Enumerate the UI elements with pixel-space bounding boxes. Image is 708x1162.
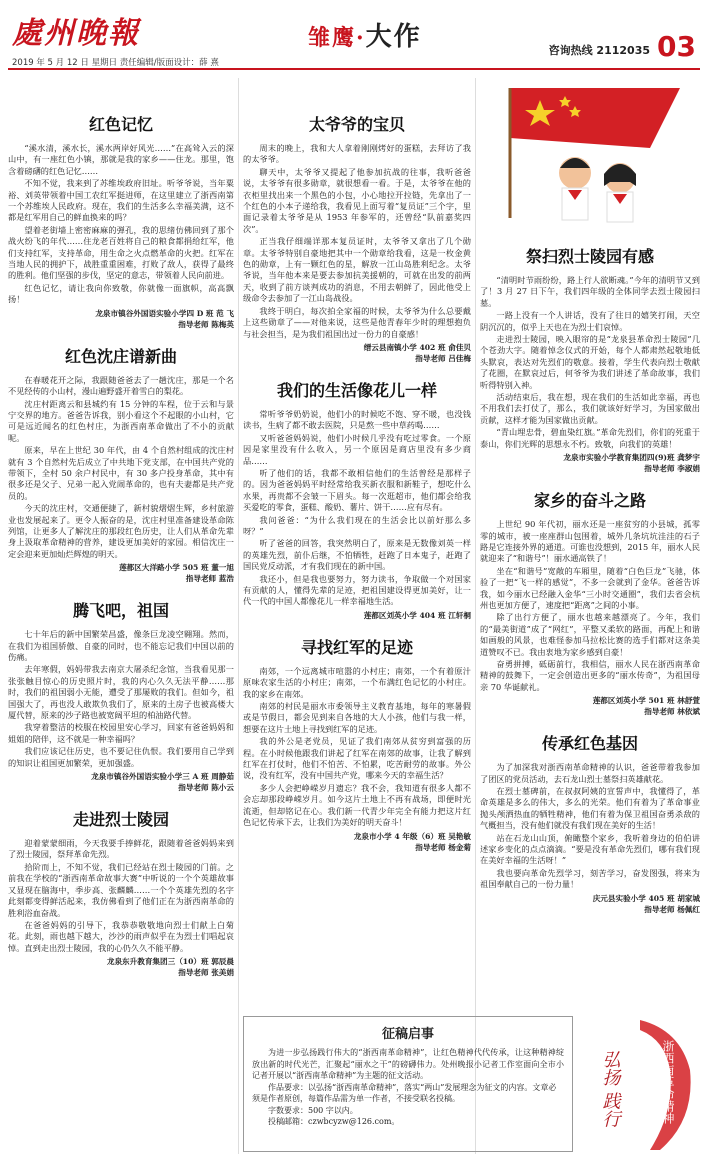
section-title-a: 雏鹰· [308,25,366,51]
teacher-credit: 指导老师 林依斌 [644,707,700,717]
paragraph: 上世纪 90 年代初，丽水还是一座贫穷的小县城，孤零零的城市，被一座座群山包围着，城外几条坑坑洼洼的石子路是它连接外界的通道。可谁也没想到，2015 年，丽水人民就迎来了“和谐号”！丽水通高铁了！ [480,519,700,564]
newspaper-logo: 處州晚報 [12,16,140,51]
paragraph: 南郊的村民是丽水市委领导主义教育基地，每年的寒暑假或是节假日，都会见到来自各地的大人小孩，他们与我一样，想要在这片土地上寻找到红军的足迹。 [243,701,471,734]
paragraph: 奋勇拼搏，砥砺前行，我相信，丽水人民在浙西南革命精神的鼓舞下，一定会创造出更多的“丽水传奇”，为祖国母亲 70 华诞献礼。 [480,658,700,692]
column-2 [243,108,471,867]
teacher-credit: 指导老师 杨金菊 [415,842,471,852]
article-red-army-footprints [243,635,471,853]
article-body [8,629,234,769]
paragraph: 常听爷爷奶奶说，他们小的时候吃不饱、穿不暖，也没钱读书，生病了都不敢去医院，只是熬一些中草药喝…… [243,408,471,431]
masthead [8,4,700,68]
article-life-like-flowers [243,378,471,621]
article-title: 红色沈庄谱新曲 [64,346,177,366]
page-number: 03 [657,30,696,63]
teacher-credit: 指导老师 陈小云 [178,783,234,793]
article-fly-motherland [8,598,234,793]
paragraph: 坐在“和谐号”宽敞的车厢里，随着“白色巨龙”飞驰，体验了一把“飞一样的感觉”，不多一会就到了金华。爸爸告诉我，如今丽水已经融入金华“三小时交通圈”，我们去省会杭州也更加方便了，速度把“距离”之间的小事。 [480,565,700,610]
teacher-credit: 指导老师 李淑娟 [644,464,700,474]
paragraph: 除了出行方便了，丽水也越来越漂亮了。今年，我们的“最美街道”成了“网红”，平整又柔软的路面，再配上和谐如画般的风景，也难怪参加马拉松比赛的选手们都对这条美道赞叹不已。我由衷地为家乡感到自豪！ [480,612,700,657]
paragraph: 我也要向革命先烈学习，刻苦学习，奋发图强，将来为祖国奉献自己的一份力量！ [480,867,700,890]
article-title: 太爷爷的宝贝 [308,115,405,134]
notice-requirement: 作品要求：以弘扬“浙西南革命精神”，落实“两山”发展理念为征文的内容。文章必须是作者原创，每篇作品需为单一作者，不接受联名投稿。 [252,1082,557,1103]
article-shenzhuang [8,344,234,585]
call-for-submissions [243,1016,573,1152]
author-byline: 莲都区刘英小学 404 班 江轩桐 [363,610,471,620]
notice-email: 投稿邮箱：czwbcyzw@126.com。 [268,1117,400,1126]
article-body [243,666,471,829]
article-tomb-sweeping [480,244,700,474]
paragraph: 我问爸爸：“为什么我们现在的生活会比以前好那么多呀？” [243,514,471,536]
paragraph: 周末的晚上，我和大人拿着刚刚烤好的蛋糕，去拜访了我的太爷爷。 [243,143,471,165]
paragraph: 聊天中，太爷爷又提起了他参加抗战的往事，我听爸爸说，太爷爷有很多勋章，就很想看一看。于是，太爷爷在他的衣柜里找出来一个黑色的小包，小心地拉开拉链，先拿出了一个红色的小本子递给我，我看见上面写着“复员证”三个字，里面记录着太爷爷是从 1953 年参军的，还曾经“队前嘉奖四次”。 [243,166,471,234]
author-byline: 龙泉市小学 4 年级（6）班 吴艳敏 [353,831,471,841]
teacher-credit: 指导老师 杨佩红 [644,904,700,914]
paragraph: 听了爸爸的回答，我突然明白了，原来是无数像刘英一样的英雄先烈，前仆后继，不怕牺牲，赶跑了日本鬼子，赶跑了国民党反动派，才有我们现在的新中国。 [243,538,471,572]
column-1 [8,108,234,992]
paragraph: 走进烈士陵园，映入眼帘的是“龙泉县革命烈士陵园”几个苍劲大字。随着悼念仪式的开始，每个人都肃然起敬地低头默哀，表达对先烈们的敬意。接着，学生代表向烈士敬献了花圈，在默哀过后，何爷爷为我们讲述了革命故事，我们听得特别入神。 [480,334,700,390]
teacher-credit: 指导老师 张美娟 [178,968,234,978]
dateline: 2019 年 5 月 12 日 星期日 责任编辑/版面设计：薛 熹 [12,58,219,68]
notice-title: 征稿启事 [381,1027,434,1042]
paragraph: 又听爸爸妈妈说，他们小时候几乎没有吃过零食。一个原因是家里没有什么收入，另一个原因是商店里没有多少商品…… [243,432,471,466]
header-rule [8,68,700,70]
notice-text: 为进一步弘扬践行伟大的“浙西南革命精神”，让红色精神代代传承，让这种精神绽放出新的时代光芒，汇聚起“丽水之干”的磅礴伟力。处州晚报小记者工作室面向全市小记者开展以“浙西南革命精神”为主题的征文活动。 [252,1048,564,1080]
paragraph: 在爸爸妈妈的引导下，我恭恭敬敬地向烈士们献上白菊花。此刻，雨也越下越大，沙沙的雨声似乎在为烈士们唱起哀悼。直到走出烈士陵园，我的心仍久久不能平静。 [8,919,234,953]
article-title: 家乡的奋斗之路 [533,491,646,511]
paragraph: 我穿着整洁的校服在校园里安心学习，回家有爸爸妈妈和姐姐的陪伴，这不就是一种幸福吗？ [8,722,234,744]
paragraph: 今天的沈庄村，交通便捷了，新村貌熠熠生辉，乡村旅游业也发展起来了。更令人振奋的是，沈庄村里准备建设革命陈列馆，让更多人了解沈庄的那段红色历史，让人们从革命先辈身上汲取革命精神的营养，建设更加美好的家园。相信沈庄一定会迎来更加灿烂辉煌的明天。 [8,503,234,559]
article-body [480,762,700,890]
article-red-memory [8,112,234,330]
article-title: 寻找红军的足迹 [300,637,413,657]
author-byline: 龙泉市实验小学教育集团四(9)班 龚梦宇 [563,453,700,463]
art-text-large: 浙西南革命精神 [661,1040,675,1124]
article-title: 传承红色基因 [541,734,638,754]
paragraph: 南郊，一个远离城市喧嚣的小村庄；南郊，一个有着原汁原味农家生活的小村庄；南郊，一个布满红色记忆的小村庄。我的家乡在南郊。 [243,665,471,699]
article-body [480,275,700,450]
article-martyrs-cemetery [8,807,234,978]
teacher-credit: 指导老师 陈梅英 [178,319,234,329]
children-flag-illustration [480,78,700,228]
author-byline: 龙泉市镇谷外国语实验小学三 A 班 周静茹 [91,772,234,782]
article-great-grandpa-treasure [243,112,471,364]
paragraph: 去年寒假，妈妈带我去南京大屠杀纪念馆，当我看见那一张张触目惊心的历史照片时，我的内心久久无法平静……那时，我们的祖国弱小无能，遭受了那屡败的我们。但如今，祖国强大了，再也没人敢欺负我们了，原来的土房子也被高楼大厦代替，原来的沙子路也被宽阔平坦的柏油路代替。 [8,664,234,721]
hotline: 咨询热线 2112035 [548,44,650,57]
paragraph: 不知不觉，我来到了苏维埃政府旧址。听爷爷说，当年粟裕、刘英带领着中国工农红军挺进师，在这里建立了浙西南第一个苏维埃人民政府。现在，我们的生活多么幸福美满，这不都是红军用自己的鲜血换来的吗？ [8,178,234,223]
paragraph: 为了加深我对浙西南革命精神的认识，爸爸带着我参加了团区的党员活动，去石龙山烈士墓祭扫英雄献花。 [480,762,700,784]
author-byline: 龙泉东升教育集团三（10）班 郭辰晨 [106,957,234,967]
paragraph: 我的外公是老党员，见证了我们南郊从贫穷到富强的历程。在小时候他跟我们讲起了红军在南郊的故事，让我了解到红军在打仗时，他们不怕苦、不怕累，吃苦耐劳的故事。外公说，没有红军，没有中国共产党，哪来今天的幸福生活？ [243,736,471,781]
paragraph: 一路上没有一个人讲话，没有了往日的嬉笑打闹，天空阴沉沉的，似乎上天也在为烈士们哀悼。 [480,310,700,332]
paragraph: 我还小，但是我也要努力，努力读书，争取做一个对国家有贡献的人，懂得先辈的足迹，把祖国建设得更加美好，让一代一代的中国人都像花儿一样幸福地生活。 [243,573,471,607]
column-3 [480,240,700,929]
article-body [8,838,234,954]
paragraph: 在春暖花开之际，我跟随爸爸去了一趟沈庄，那是一个名不见经传的小山村，漫山遍野盛开着雪白的梨花。 [8,374,234,397]
author-byline: 莲都区大洋路小学 505 班 董一旭 [119,563,234,573]
article-body [8,143,234,306]
article-title: 走进烈士陵园 [72,810,169,830]
article-title: 红色记忆 [88,115,153,134]
article-body [8,375,234,561]
paragraph: 我们应该记住历史，也不要记住仇恨。我们要用自己学到的知识让祖国更加繁荣，更加强盛。 [8,746,234,768]
paragraph: 红色记忆，请让我向你致敬，你就像一面旗帜，高高飘扬！ [8,282,234,305]
paragraph: 拾阶而上，不知不觉，我们已经站在烈士陵园的门前。之前我在学校的“浙西南革命故事大赛”中听说的一个个英雄故事又显现在脑海中，季步高、张麟麟……一个个英雄先烈的名字此刻都变得鲜活起来，我仿佛看到了他们正在为浙西南革命的胜利浴血奋战。 [8,861,234,918]
paragraph: 在烈士墓碑前，在叔叔阿姨的宣誓声中，我懂得了，革命英雄是多么的伟大，多么的光荣。他们有着为了革命事业抛头颅洒热血的牺牲精神，他们有着为保卫祖国奋勇杀敌的气概担当，没有他们就没有我们现在美好的生活！ [480,786,700,831]
author-byline: 庆元县实验小学 405 班 胡家城 [592,893,700,903]
article-body [480,519,700,693]
teacher-credit: 指导老师 吕佳梅 [415,353,471,363]
paragraph: “青山埋忠骨，碧血染红旗。”革命先烈们，你们的死重于泰山，你们光辉的思想永不朽。致敬，向我们的英雄！ [480,427,700,449]
paragraph: 正当我仔细端详那本复员证时，太爷爷又拿出了几个勋章。太爷爷特别自豪地把其中一个勋章给我看，这是一枚金黄色的勋章，上有一颗红色的星，解放一江山岛胜利纪念。太爷爷说，当年他本来是要去参加抗美援朝的，可就在出发的前两天，收到了前方谈判成功的消息，不用去朝鲜了，因此他受上级命令去参加了一江山岛战役。 [243,236,471,304]
column-divider [238,78,239,1154]
paragraph: 听了他们的话，我都不敢相信他们的生活曾经是那样子的。因为爸爸妈妈平时经常给我买新衣服和新鞋子，想吃什么水果，再贵都不会皱一下眉头。每一次逛超市，他们都会给我买爱吃的零食，蛋糕、酸奶、薯片、饼干……应有尽有。 [243,467,471,513]
author-byline: 缙云县南镇小学 402 班 俞佳贝 [363,342,471,352]
author-byline: 莲都区刘英小学 501 班 林舒萱 [592,696,700,706]
paragraph: 望着老街墙上密密麻麻的弹孔，我的思绪仿佛回到了那个战火纷飞的年代……住龙老百姓将自己的粮食都捐给红军，他们支持红军，支持革命，用生命之火点燃革命的火把。红军在当地人民的拥护下，战胜重重困难，打败了敌人，获得了最终的胜利。他们坚强的步伐，坚定的意志，带领着人民向前进。 [8,224,234,281]
calligraphy-art [580,1010,700,1156]
paragraph: 站在石龙山山顶，俯瞰整个家乡，我听着身边的伯伯讲述家乡变化的点点滴滴。“要是没有革命先烈们，哪有我们现在美好幸福的生活呀！” [480,832,700,866]
paragraph: 原来，早在上世纪 30 年代，由 4 个自然村组成的沈庄村就有 3 个自然村先后成立了中共地下党支部，在中国共产党的带领下，全村 50 余户村民中，有 30 多户投身革命，其中有很多还是父子、兄弟一起入党闹革命的，也有夫妻都是共产党员的。 [8,445,234,501]
section-title [308,16,422,53]
paragraph: 我终于明白，每次拍全家福的时候，太爷爷为什么总要戴上这些勋章了——对他来说，这些是他青春年少时的理想抱负与社会担当，是为我们祖国出过一份力的自豪感！ [243,305,471,339]
art-text-small: 弘扬 践行 [599,1050,621,1128]
paragraph: “溪水清，溪水长，溪水两岸好风光……”在高耸入云的深山中，有一座红色小镇，那就是我的家乡——住龙。那里，饱含着磅礴的红色记忆…… [8,143,234,176]
article-title: 祭扫烈士陵园有感 [525,247,654,266]
author-byline: 龙泉市镇谷外国语实验小学四 D 班 范 飞 [95,308,234,318]
paragraph: 沈庄村距离云和县城约有 15 分钟的车程，位于云和与景宁交界的地方。爸爸告诉我，别小看这个不起眼的小山村，它可是远近闻名的红色村庄，为浙西南革命做出了不小的贡献呢。 [8,398,234,443]
notice-word-count: 字数要求：500 字以内。 [268,1105,358,1115]
article-red-gene [480,731,700,914]
article-body [243,143,471,340]
article-title: 我们的生活像花儿一样 [276,380,437,400]
teacher-credit: 指导老师 蓝浩 [185,574,234,584]
paragraph: “清明时节雨纷纷，路上行人欲断魂。”今年的清明节又到了！3 月 27 日下午，我们四年级的全体同学去烈士陵园扫墓。 [480,275,700,308]
paragraph: 活动结束后，我在想，现在我们的生活如此幸福，再也不用我们去打仗了，那么，我们就该好好学习，为国家做出贡献，这样才能为国家做出贡献。 [480,392,700,425]
column-divider [475,78,476,1154]
article-title: 腾飞吧，祖国 [72,601,169,621]
paragraph: 迎着蒙蒙细雨，今天我要手捧鲜花，跟随着爸爸妈妈来到了烈士陵园，祭拜革命先烈。 [8,838,234,860]
paragraph: 七十年后的新中国繁荣昌盛，像条巨龙凌空翱翔。然而，在我们为祖国骄傲、自豪的同时，也不能忘记我们中国以前的伤痛。 [8,629,234,662]
article-hometown-struggle [480,488,700,717]
article-body [243,409,471,608]
paragraph: 多少人会把峥嵘岁月遗忘？我不会，我知道有很多人都不会忘却那段峥嵘岁月。如今这片土地上不再有战场，即便时光流逝，但却铭记在心。我们新一代青少年完全有能力把这片红色记忆传承下去，让我们为美好的明天奋斗！ [243,782,471,828]
section-title-b: 大作 [365,22,422,52]
